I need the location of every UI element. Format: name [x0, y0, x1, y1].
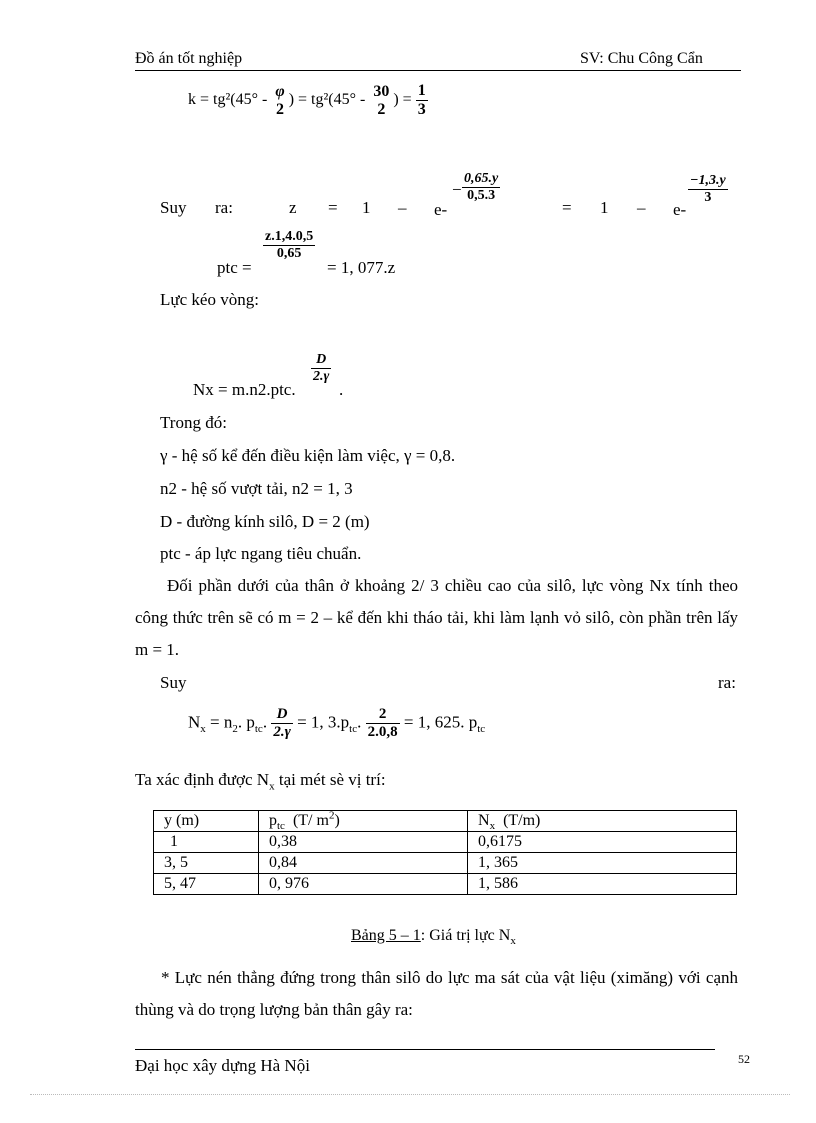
nx-table: [153, 810, 737, 895]
z-eq: =: [328, 198, 338, 217]
z-exp1: $\frac{0,65.y}{0,5.3}$: [464, 171, 499, 203]
def-gamma: γ - hệ số kể đến điều kiện làm việc, γ = 0,8.: [160, 446, 456, 465]
paragraph-compression: * Lực nén thẳng đứng trong thân silô do lực ma sát của vật liệu (ximăng) với cạnh thùng và do trọng lượng bản thân gây ra:: [135, 968, 738, 1019]
header-left: Đồ án tốt nghiệp: [135, 50, 243, 67]
k-phi-fraction: φ 2: [275, 82, 285, 118]
nx2-frac2: $\frac{2}{2.0,8}$: [367, 706, 398, 740]
k-mid: ) = tg²(45° -: [288, 91, 366, 109]
k-end: ) =: [393, 91, 412, 109]
header-rule: [135, 70, 741, 71]
luc-keo-vong: Lực kéo vòng:: [160, 290, 259, 309]
table-row: 1 0,38 0,6175: [154, 832, 737, 853]
page-number: 52: [738, 1052, 750, 1066]
footer-rule: [135, 1049, 715, 1050]
nx-fraction: $\frac{D}{2.\gamma}$: [313, 352, 330, 384]
nx-lhs: Nx = m.n2.ptc.: [193, 380, 296, 399]
z-e2: e-: [673, 200, 687, 219]
trong-do: Trong đó:: [160, 413, 227, 432]
header-nx: $N_x$ (T/m): [468, 811, 737, 832]
def-n2: n2 - hệ số vượt tải, n2 = 1, 3: [160, 479, 353, 498]
z-exp1-sign: −: [452, 180, 462, 199]
header-ptc: $p_{tc}$ (T/ $m^2$): [259, 811, 468, 832]
suy-ra-right: ra:: [718, 673, 736, 692]
z-e: e-: [434, 200, 448, 219]
header-y: y (m): [154, 811, 259, 832]
table-row: 5, 47 0, 976 1, 586: [154, 874, 737, 895]
nx2-frac1: $\frac{D}{2.\gamma}$: [273, 706, 291, 740]
page-bottom-dotted-line: [30, 1094, 790, 1095]
ptc-rhs: = 1, 077.z: [327, 258, 396, 277]
z-ra: ra:: [215, 198, 233, 217]
z-exp2: $\frac{-1,3.y}{3}$: [690, 173, 726, 205]
z-one2: 1: [600, 198, 609, 217]
def-ptc: ptc - áp lực ngang tiêu chuẩn.: [160, 544, 362, 563]
z-one: 1: [362, 198, 371, 217]
def-d: D - đường kính silô, D = 2 (m): [160, 512, 370, 531]
paragraph-nx: Đối phần dưới của thân ở khoảng 2/ 3 chiều cao của silô, lực vòng Nx tính theo công thức trên sẽ có m = 2 – kể đến khi tháo tải, khi làm lạnh vỏ silô, còn phần trên lấy m = 1.: [135, 576, 738, 659]
footer-left: Đại học xây dựng Hà Nội: [135, 1056, 310, 1075]
header-right: SV: Chu Công Cẩn: [580, 50, 703, 67]
z-minus: –: [398, 198, 407, 217]
nx2-formula: $N_x = n_2$. $p_{tc}$. $\frac{D}{2.\gamma}$ = 1, $3.p_{tc}$. $\frac{2}{2.0,8}$ = 1, 625. $p_{tc}$: [188, 706, 486, 740]
table-intro: Ta xác định được $N_x$ tại mét sè vị trí:: [135, 770, 386, 793]
suy-ra-left: Suy: [160, 673, 187, 692]
k-thirty-fraction: 30 2: [373, 82, 390, 118]
nx-end: .: [339, 380, 344, 399]
table-row: 3, 5 0,84 1, 365: [154, 853, 737, 874]
k-lhs: k = tg²(45° -: [188, 91, 268, 109]
table-caption: Bảng 5 – 1: Giá trị lực $N_x$: [351, 927, 516, 948]
z-suy: Suy: [160, 198, 187, 217]
z-minus2: –: [637, 198, 646, 217]
k-formula: [188, 82, 428, 119]
ptc-fraction: $\frac{z.1,4.0,5}{0,65}$: [265, 229, 314, 261]
z-var: z: [289, 198, 297, 217]
z-eq2: =: [562, 198, 572, 217]
ptc-lhs: ptc =: [217, 258, 252, 277]
k-third-fraction: $\frac{1}{3}$: [417, 82, 426, 118]
table-header-row: [154, 811, 737, 832]
